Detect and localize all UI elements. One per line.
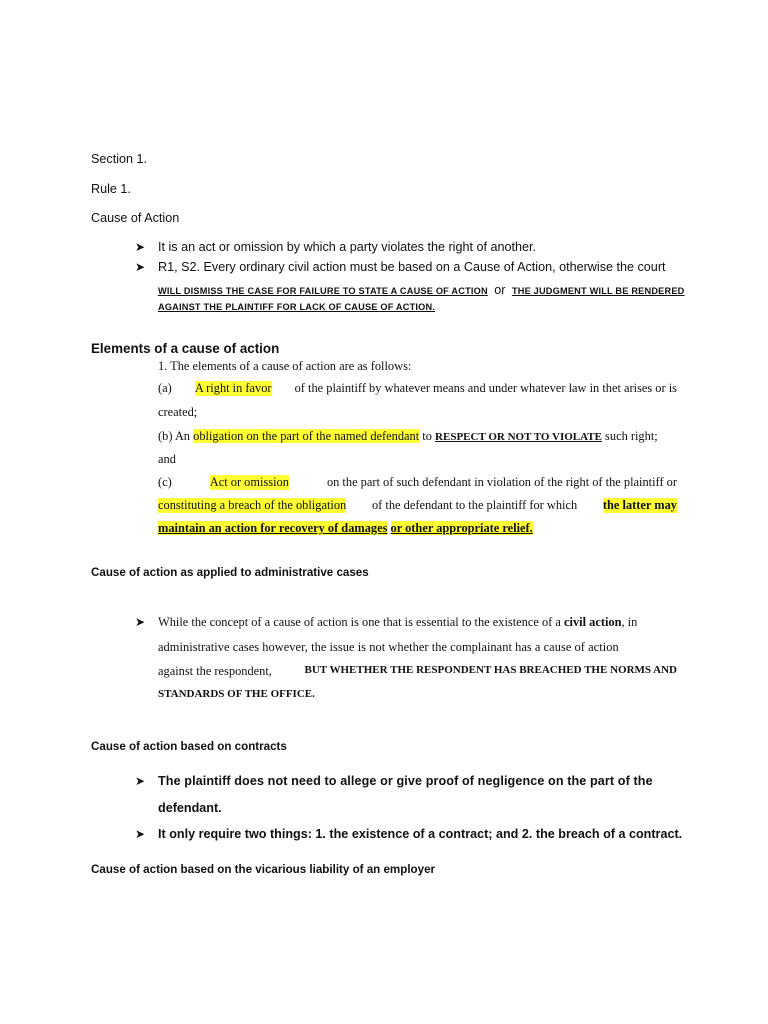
contracts-bullet2: It only require two things: 1. the existence of a contract; and 2. the breach of a contract. — [158, 827, 683, 841]
element-a-rest: of the plaintiff by whatever means and under whatever law in thet arises or is — [294, 381, 677, 395]
element-c-line1 — [158, 475, 677, 490]
element-a-highlight: A right in favor — [194, 381, 272, 395]
element-b-and: and — [158, 452, 176, 466]
contracts-heading: Cause of action based on contracts — [91, 740, 287, 753]
element-c-prefix: (c) — [158, 475, 172, 489]
admin-line1-end: , in — [621, 615, 638, 629]
element-c-line2 — [158, 498, 677, 513]
element-c-rest1: on the part of such defendant in violation of the right of the plaintiff or — [326, 475, 677, 489]
elements-intro: 1. The elements of a cause of action are as follows: — [158, 359, 412, 373]
elements-heading: Elements of a cause of action — [91, 341, 280, 356]
judgment-caps: THE JUDGMENT WILL BE RENDERED — [511, 286, 685, 296]
admin-line3-bold: BUT WHETHER THE RESPONDENT HAS BREACHED THE NORMS AND — [304, 664, 677, 676]
element-c-highlight2: constituting a breach of the obligation — [158, 498, 347, 512]
vicarious-heading: Cause of action based on the vicarious liability of an employer — [91, 863, 436, 876]
admin-line1 — [158, 615, 678, 630]
contracts-bullet1-line1: The plaintiff does not need to allege or give proof of negligence on the part of the — [158, 774, 653, 788]
element-b-line1 — [158, 429, 658, 444]
arrowhead-bullet-icon: ➤ — [135, 615, 146, 629]
element-c-highlight1: Act or omission — [209, 475, 289, 489]
arrowhead-bullet-icon: ➤ — [135, 240, 146, 254]
arrowhead-bullet-icon: ➤ — [135, 774, 146, 788]
element-a-cont: created; — [158, 405, 198, 419]
element-b-to: to — [422, 429, 432, 443]
element-b-highlight: obligation on the part of the named defendant — [193, 429, 420, 443]
against-plaintiff-caps: AGAINST THE PLAINTIFF FOR LACK OF CAUSE OF ACTION. — [158, 302, 436, 312]
element-c-line3 — [158, 521, 533, 536]
admin-line3 — [158, 664, 677, 679]
dismiss-case-caps: WILL DISMISS THE CASE FOR FAILURE TO STATE A CAUSE OF ACTION — [158, 286, 488, 296]
element-a-prefix: (a) — [158, 381, 172, 395]
element-c-bold3: or other appropriate relief. — [390, 521, 533, 535]
topic-label: Cause of Action — [91, 211, 180, 225]
bullet-definition: It is an act or omission by which a party violates the right of another. — [158, 240, 537, 254]
admin-line1-text: While the concept of a cause of action is one that is essential to the existence of a — [158, 615, 561, 629]
bullet-rule-caps-line1 — [158, 281, 684, 299]
arrowhead-bullet-icon: ➤ — [135, 827, 146, 841]
contracts-bullet1-line2: defendant. — [158, 801, 222, 815]
element-b-prefix: (b) An — [158, 429, 191, 443]
admin-civil-action: civil action — [564, 615, 622, 629]
bullet-rule-text: R1, S2. Every ordinary civil action must be based on a Cause of Action, otherwise the court — [158, 260, 666, 274]
element-c-bold1: the latter may — [602, 498, 677, 512]
element-b-rest: such right; — [605, 429, 658, 443]
admin-line4: STANDARDS OF THE OFFICE. — [158, 688, 315, 700]
admin-heading: Cause of action as applied to administrative cases — [91, 566, 369, 579]
element-c-rest2: of the defendant to the plaintiff for which — [371, 498, 578, 512]
or-word: or — [494, 283, 506, 297]
section-label: Section 1. — [91, 152, 148, 166]
admin-line2: administrative cases however, the issue is not whether the complainant has a cause of action — [158, 640, 619, 654]
element-a-line1 — [158, 381, 677, 396]
rule-label: Rule 1. — [91, 182, 131, 196]
admin-line3-text: against the respondent, — [158, 664, 272, 678]
element-b-caps: RESPECT OR NOT TO VIOLATE — [435, 431, 602, 443]
arrowhead-bullet-icon: ➤ — [135, 260, 146, 274]
element-c-bold2: maintain an action for recovery of damages — [158, 521, 388, 535]
